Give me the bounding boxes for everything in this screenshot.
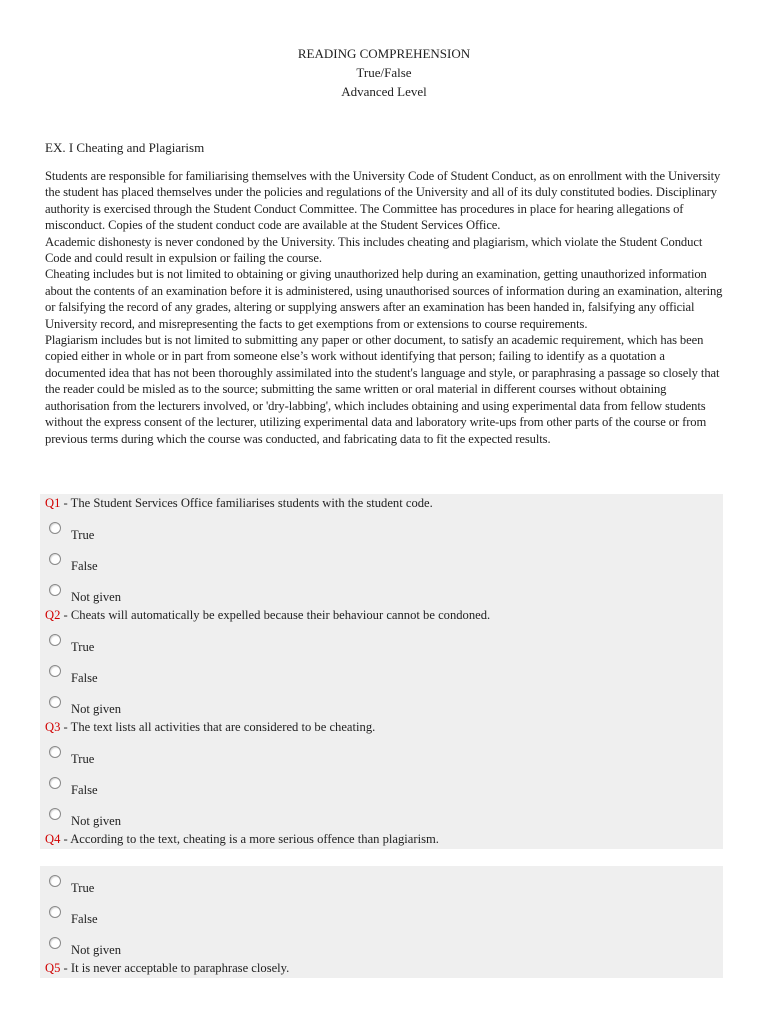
option-label: Not given: [71, 702, 122, 716]
radio-button[interactable]: [49, 522, 61, 534]
question-q5: [45, 959, 723, 978]
option-label: False: [71, 912, 98, 926]
option-q2-not-given[interactable]: [45, 687, 723, 718]
option-q4-true[interactable]: [45, 866, 723, 897]
question-q2: [45, 606, 723, 625]
option-label: Not given: [71, 590, 122, 604]
option-label: False: [71, 559, 98, 573]
question-number: Q1: [45, 496, 61, 510]
question-list: [40, 494, 723, 978]
radio-button[interactable]: [49, 696, 61, 708]
option-q1-not-given[interactable]: [45, 575, 723, 606]
question-number: Q2: [45, 608, 61, 622]
option-label: True: [71, 640, 95, 654]
question-text: - According to the text, cheating is a more serious offence than plagiarism.: [60, 832, 439, 846]
option-q3-false[interactable]: [45, 768, 723, 799]
radio-button[interactable]: [49, 875, 61, 887]
option-label: False: [71, 783, 98, 797]
document-header: [0, 44, 768, 101]
radio-button[interactable]: [49, 906, 61, 918]
radio-button[interactable]: [49, 553, 61, 565]
question-text: - The text lists all activities that are considered to be cheating.: [60, 720, 376, 734]
question-q3: [45, 718, 723, 737]
document-subtitle: True/False: [356, 65, 412, 80]
option-q2-true[interactable]: [45, 625, 723, 656]
passage-paragraph: Cheating includes but is not limited to obtaining or giving unauthorized help during an examination, getting unauthorized information about the contents of an examination before it is administered, using unauthorised sources of information during an examination, altering or falsifying the record of any grades, altering or supplying answers after an examination has been handed in, falsifying any official University record, and misrepresenting the facts to get exemptions from or extensions to course requirements.: [45, 267, 723, 331]
option-label: Not given: [71, 943, 122, 957]
passage-paragraph: Plagiarism includes but is not limited to submitting any paper or other document, to satisfy an academic requirement, which has been copied either in whole or in part from someone else’s work without identifying that person; failing to identify as a quotation a documented idea that has not been thoroughly assimilated into the student's language and style, or paraphrasing a passage so closely that the reader could be misled as to the source; submitting the same written or oral material in different courses without obtaining authorisation from the lecturers involved, or 'dry-labbing', which includes obtaining and using experimental data from fellow students without the express consent of the lecturer, utilizing experimental data and laboratory write-ups from other parts of the course or from previous terms during which the course was conducted, and fabricating data to fit the expected results.: [45, 333, 720, 446]
question-band: [40, 866, 723, 978]
page-gap: [40, 849, 723, 866]
document-title: READING COMPREHENSION: [297, 46, 471, 61]
radio-button[interactable]: [49, 746, 61, 758]
radio-button[interactable]: [49, 777, 61, 789]
option-label: False: [71, 671, 98, 685]
option-label: Not given: [71, 814, 122, 828]
question-number: Q5: [45, 961, 61, 975]
reading-passage: [45, 168, 727, 447]
radio-button[interactable]: [49, 808, 61, 820]
option-q3-true[interactable]: [45, 737, 723, 768]
option-label: True: [71, 881, 95, 895]
question-q1: [45, 494, 723, 513]
question-text: - The Student Services Office familiarises students with the student code.: [60, 496, 433, 510]
document-level: Advanced Level: [341, 84, 427, 99]
question-text: - It is never acceptable to paraphrase closely.: [60, 961, 290, 975]
option-q4-not-given[interactable]: [45, 928, 723, 959]
radio-button[interactable]: [49, 937, 61, 949]
question-number: Q4: [45, 832, 61, 846]
radio-button[interactable]: [49, 665, 61, 677]
option-label: True: [71, 752, 95, 766]
option-q3-not-given[interactable]: [45, 799, 723, 830]
option-q1-false[interactable]: [45, 544, 723, 575]
option-q1-true[interactable]: [45, 513, 723, 544]
question-number: Q3: [45, 720, 61, 734]
option-label: True: [71, 528, 95, 542]
radio-button[interactable]: [49, 584, 61, 596]
question-q4: [45, 830, 723, 849]
question-band: [40, 494, 723, 849]
passage-paragraph: Students are responsible for familiarising themselves with the University Code of Student Conduct, as on enrollment with the University the student has placed themselves under the policies and regulations of the University and all of its duly constituted bodies. Disciplinary authority is exercised through the Student Conduct Committee. The Committee has procedures in place for hearing allegations of misconduct. Copies of the student conduct code are available at the Student Services Office.: [45, 169, 721, 233]
passage-paragraph: Academic dishonesty is never condoned by the University. This includes cheating and plagiarism, which violate the Student Conduct Code and could result in expulsion or failing the course.: [45, 234, 703, 266]
radio-button[interactable]: [49, 634, 61, 646]
question-text: - Cheats will automatically be expelled because their behaviour cannot be condoned.: [60, 608, 491, 622]
exercise-title: EX. I Cheating and Plagiarism: [45, 140, 205, 155]
option-q4-false[interactable]: [45, 897, 723, 928]
option-q2-false[interactable]: [45, 656, 723, 687]
